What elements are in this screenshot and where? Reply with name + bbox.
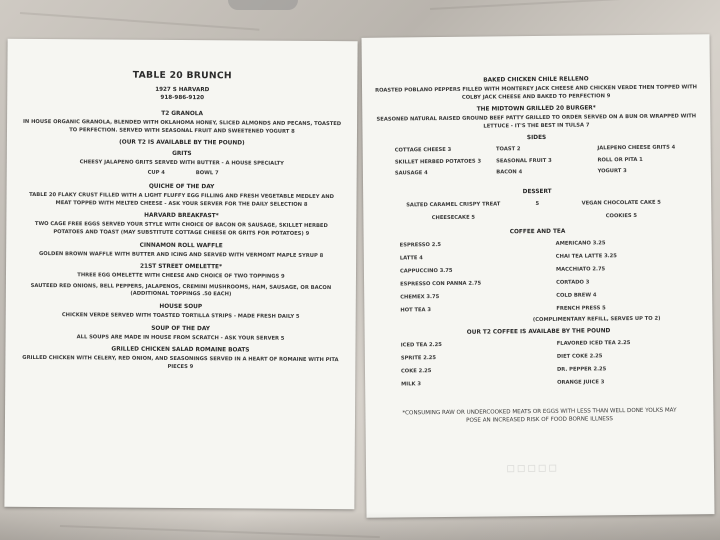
waffle-description: GOLDEN BROWN WAFFLE WITH BUTTER AND ICING AND SERVED WITH VERMONT MAPLE SYRUP 8 bbox=[39, 250, 324, 259]
list-item: ICED TEA 2.25 FLAVORED ICED TEA 2.25 bbox=[400, 339, 631, 349]
harvard-description: TWO CAGE FREE EGGS SERVED YOUR STYLE WITH CHOICE OF BACON OR SAUSAGE, SKILLET HERBED POTATOES AND TOAST (MAY SUBSTITUTE COTTAGE CHEESE OR GRITS FOR POTATOES) 9 bbox=[34, 221, 328, 237]
list-item: SKILLET HERBED POTATOES 3 SEASONAL FRUIT 3 ROLL OR PITA 1 bbox=[394, 156, 643, 166]
menu-page-left bbox=[4, 39, 357, 509]
omelette-toppings: SAUTEED RED ONIONS, BELL PEPPERS, JALAPENOS, CREMINI MUSHROOMS, HAM, SAUSAGE, OR BACON (ADDITIONAL TOPPINGS .50 EACH) bbox=[30, 282, 332, 298]
quiche-heading: QUICHE OF THE DAY bbox=[148, 184, 215, 191]
grits-heading: GRITS bbox=[172, 151, 192, 158]
grits-sizes bbox=[21, 167, 343, 181]
dessert-list bbox=[375, 196, 699, 225]
house-soup-description: CHICKEN VERDE SERVED WITH TOASTED TORTILLA STRIPS - MADE FRESH DAILY 5 bbox=[61, 312, 300, 320]
list-item: SALTED CARAMEL CRISPY TREAT 5 VEGAN CHOCOLATE CAKE 5 bbox=[406, 199, 661, 209]
granola-heading: T2 GRANOLA bbox=[161, 110, 203, 118]
bleed-through-watermark: ▫▫▫▫▫ bbox=[505, 459, 559, 477]
dessert-heading: DESSERT bbox=[522, 188, 552, 196]
list-item: SAUSAGE 4 BACON 4 YOGURT 3 bbox=[394, 168, 627, 177]
list-item: CAPPUCCINO 3.75 MACCHIATO 2.75 bbox=[399, 266, 606, 275]
refill-note: (COMPLIMENTARY REFILL, SERVES UP TO 2) bbox=[532, 315, 661, 323]
omelette-description: THREE EGG OMELETTE WITH CHEESE AND CHOICE OF TWO TOPPINGS 9 bbox=[77, 272, 285, 280]
list-item: ESPRESSO CON PANNA 2.75 CORTADO 3 bbox=[400, 279, 590, 288]
grits-description: CHEESY JALAPENO GRITS SERVED WITH BUTTER - A HOUSE SPECIALTY bbox=[79, 159, 284, 167]
sides-heading: SIDES bbox=[526, 135, 547, 142]
harvard-heading: HARVARD BREAKFAST* bbox=[144, 213, 219, 220]
menu-title: TABLE 20 BRUNCH bbox=[132, 69, 232, 82]
relleno-description: ROASTED POBLANO PEPPERS FILLED WITH MONTEREY JACK CHEESE AND CHICKEN VERDE THEN TOPPED WITH COLBY JACK CHEESE AND BAKED TO PERFECTION 9 bbox=[375, 84, 698, 101]
house-soup-heading: HOUSE SOUP bbox=[159, 303, 203, 311]
relleno-heading: BAKED CHICKEN CHILE RELLENO bbox=[483, 76, 589, 84]
granola-note: (OUR T2 IS AVAILABLE BY THE POUND) bbox=[119, 139, 245, 147]
food-safety-footnote: *CONSUMING RAW OR UNDERCOOKED MEATS OR EGGS WITH LESS THAN WELL DONE YOLKS MAY POSE AN INCREASED RISK OF FOOD BORNE ILLNESS bbox=[402, 407, 677, 424]
t2-coffee-heading: OUR T2 COFFEE IS AVAILABE BY THE POUND bbox=[466, 328, 611, 336]
omelette-heading: 21ST STREET OMELETTE* bbox=[139, 263, 223, 271]
marble-vein bbox=[430, 0, 710, 10]
bowl-price: BOWL 7 bbox=[195, 169, 219, 177]
salad-description: GRILLED CHICKEN WITH CELERY, RED ONION, AND SEASONINGS SERVED IN A HEART OF ROMAINE WITH PITA PIECES 9 bbox=[22, 355, 339, 370]
phone: 918-986-9120 bbox=[160, 94, 205, 102]
table-shadow bbox=[0, 512, 720, 540]
sides-list bbox=[375, 143, 699, 181]
list-item: HOT TEA 3 FRENCH PRESS 5 bbox=[400, 305, 606, 314]
drinks-list bbox=[377, 336, 702, 391]
cup-price: CUP 4 bbox=[147, 169, 165, 176]
granola-description: IN HOUSE ORGANIC GRANOLA, BLENDED WITH OKLAHOMA HONEY, SLICED ALMONDS AND PECANS, TOASTED TO PERFECTION. SERVED WITH SEASONAL FRUIT AND SWEETENED YOGURT 8 bbox=[22, 118, 342, 135]
list-item: CHEMEX 3.75 COLD BREW 4 bbox=[400, 292, 597, 301]
glass-edge bbox=[228, 0, 298, 10]
coffee-heading: COFFEE AND TEA bbox=[509, 228, 566, 236]
marble-vein bbox=[20, 12, 260, 31]
list-item: ESPRESSO 2.5 AMERICANO 3.25 bbox=[399, 240, 606, 249]
address: 1927 S HARVARD bbox=[155, 86, 210, 94]
list-item: COKE 2.25 DR. PEPPER 2.25 bbox=[400, 366, 607, 375]
soup-day-description: ALL SOUPS ARE MADE IN HOUSE FROM SCRATCH - ASK YOUR SERVER 5 bbox=[76, 333, 285, 342]
soup-day-heading: SOUP OF THE DAY bbox=[151, 325, 210, 332]
list-item: SPRITE 2.25 DIET COKE 2.25 bbox=[400, 353, 603, 362]
menu-page-right bbox=[361, 34, 714, 518]
list-item: MILK 3 ORANGE JUICE 3 bbox=[401, 379, 605, 388]
waffle-heading: CINNAMON ROLL WAFFLE bbox=[139, 242, 223, 249]
salad-heading: GRILLED CHICKEN SALAD ROMAINE BOATS bbox=[111, 346, 250, 354]
list-item: CHEESECAKE 5 COOKIES 5 bbox=[431, 212, 638, 221]
quiche-description: TABLE 20 FLAKY CRUST FILLED WITH A LIGHT FLUFFY EGG FILLING AND FRESH VEGETABLE MEDLEY AND MEAT TOPPED WITH MELTED CHEESE - ASK YOUR SERVER FOR THE DAILY SELECTION 8 bbox=[29, 192, 334, 208]
list-item: COTTAGE CHEESE 3 TOAST 2 JALEPENO CHEESE GRITS 4 bbox=[394, 144, 676, 154]
burger-description: SEASONED NATURAL RAISED GROUND BEEF PATTY GRILLED TO ORDER SERVED ON A BUN OR WRAPPED WITH LETTUCE - IT'S THE BEST IN TULSA 7 bbox=[376, 113, 697, 130]
burger-heading: THE MIDTOWN GRILLED 20 BURGER* bbox=[476, 105, 596, 113]
list-item: LATTE 4 CHAI TEA LATTE 3.25 bbox=[399, 253, 617, 262]
coffee-list bbox=[376, 236, 701, 317]
